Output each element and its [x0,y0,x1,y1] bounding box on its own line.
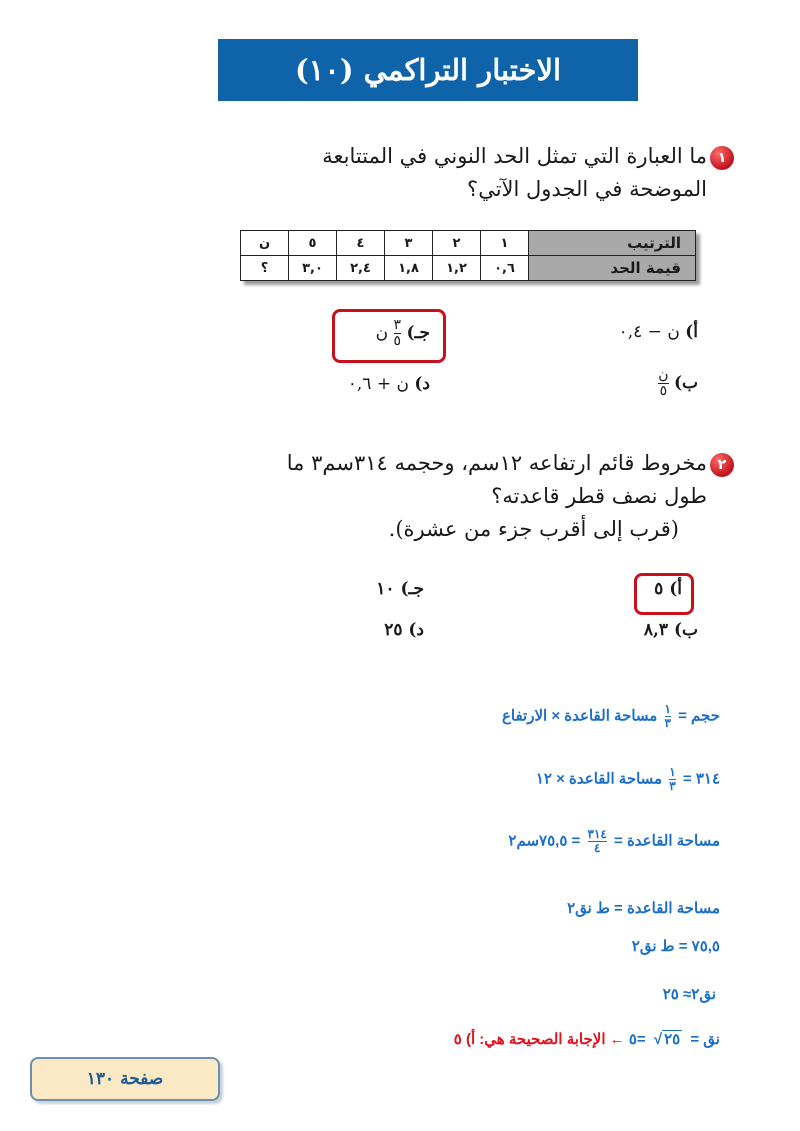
solution-line-5: ٧٥,٥ = ط نق٢ [631,938,720,955]
fraction-denominator: ٤ [593,841,601,855]
solution-text: مساحة القاعدة × ١٢ [535,770,663,788]
fraction-denominator: ٣ [664,716,671,730]
solution-line-7 [454,1030,720,1048]
table-row [241,256,696,281]
fraction-denominator: ٣ [669,779,676,793]
q2-option-a: أ) ٥ [654,579,682,599]
page-title: الاختبار التراكمي (١٠) [218,39,638,101]
fraction-numerator: ١ [664,702,671,716]
fraction-denominator: ٥ [659,383,668,399]
final-answer: الإجابة الصحيحة هي: أ) ٥ [453,1031,606,1048]
fraction-numerator: ١ [669,765,676,779]
q2-option-d: د) ٢٥ [384,620,424,640]
q2-option-b: ب) ٨,٣ [643,620,698,640]
q2-option-c: جـ) ١٠ [376,579,424,599]
solution-line-1 [502,703,720,730]
question-1-line-1: ما العبارة التي تمثل الحد النوني في المتتابعة [322,144,707,168]
q1-option-a-text: ن − ٠,٤ [618,322,680,342]
table-cell: ن [241,231,289,256]
sequence-table [240,230,696,281]
table-cell: ٢,٤ [337,256,385,281]
question-2-line-1: مخروط قائم ارتفاعه ١٢سم، وحجمه ٣١٤سم٣ ما [286,451,707,475]
solution-line-3 [508,828,720,855]
question-1-number: ١ [710,146,734,170]
page-number-tab: صفحة ١٣٠ [30,1057,220,1101]
radical-sign-icon: √ [653,1031,663,1048]
solution-fraction [588,828,607,855]
q1-option-b [658,368,698,399]
q1-option-a-label: أ) [685,322,698,342]
radicand: ٢٥ [664,1031,681,1048]
solution-fraction [669,766,675,793]
question-2-line-3: (قرب إلى أقرب جزء من عشرة). [388,517,679,541]
solution-line-4: مساحة القاعدة = ط نق٢ [567,900,720,917]
solution-text: حجم = [678,707,720,725]
q1-option-b-fraction [658,368,668,399]
fraction-numerator: ٣ [393,317,402,333]
table-cell: ٣ [385,231,433,256]
arrow-left-icon: ← [609,1031,625,1048]
table-cell: ٥ [289,231,337,256]
table-header-value: قيمة الحد [529,256,696,281]
table-cell: ١ [481,231,529,256]
table-cell: ١,٨ [385,256,433,281]
question-2-line-2: طول نصف قطر قاعدته؟ [491,484,707,508]
solution-text: مساحة القاعدة × الارتفاع [501,707,658,725]
question-2-text [167,447,707,546]
table-cell: ١,٢ [433,256,481,281]
q1-option-d-text: ن + ٠,٦ [347,374,409,394]
question-2-number: ٢ [710,453,734,477]
solution-line-2 [536,766,720,793]
table-cell: ٤ [337,231,385,256]
q1-option-c-fraction [394,318,402,349]
question-1-line-2: الموضحة في الجدول الآتي؟ [467,177,707,201]
solution-text: = ٧٥,٥سم٢ [508,832,581,850]
solution-text: ٣١٤ = [682,770,720,788]
fraction-numerator: ن [658,367,669,383]
solution-text: نق = [690,1031,720,1048]
q1-option-d-label: د) [414,374,430,394]
q1-option-b-label: ب) [673,373,698,393]
solution-line-6: نق٢≈ ٢٥ [662,986,716,1003]
q1-option-d [348,374,430,394]
square-root [654,1030,682,1048]
question-1-text [187,140,707,206]
table-cell: ٣,٠ [289,256,337,281]
table-row [241,231,696,256]
fraction-numerator: ٣١٤ [587,827,607,841]
q1-option-c-label: جـ) [406,323,430,343]
q1-option-c-variable: ن [375,323,389,343]
table-cell: ٠,٦ [481,256,529,281]
table-cell: ؟ [241,256,289,281]
fraction-denominator: ٥ [393,333,402,349]
q1-option-a [619,322,698,342]
q1-option-c [376,318,430,349]
solution-text: =٥ [628,1031,646,1048]
table-header-rank: الترتيب [529,231,696,256]
table-cell: ٢ [433,231,481,256]
solution-fraction [665,703,671,730]
solution-text: مساحة القاعدة = [614,832,720,850]
